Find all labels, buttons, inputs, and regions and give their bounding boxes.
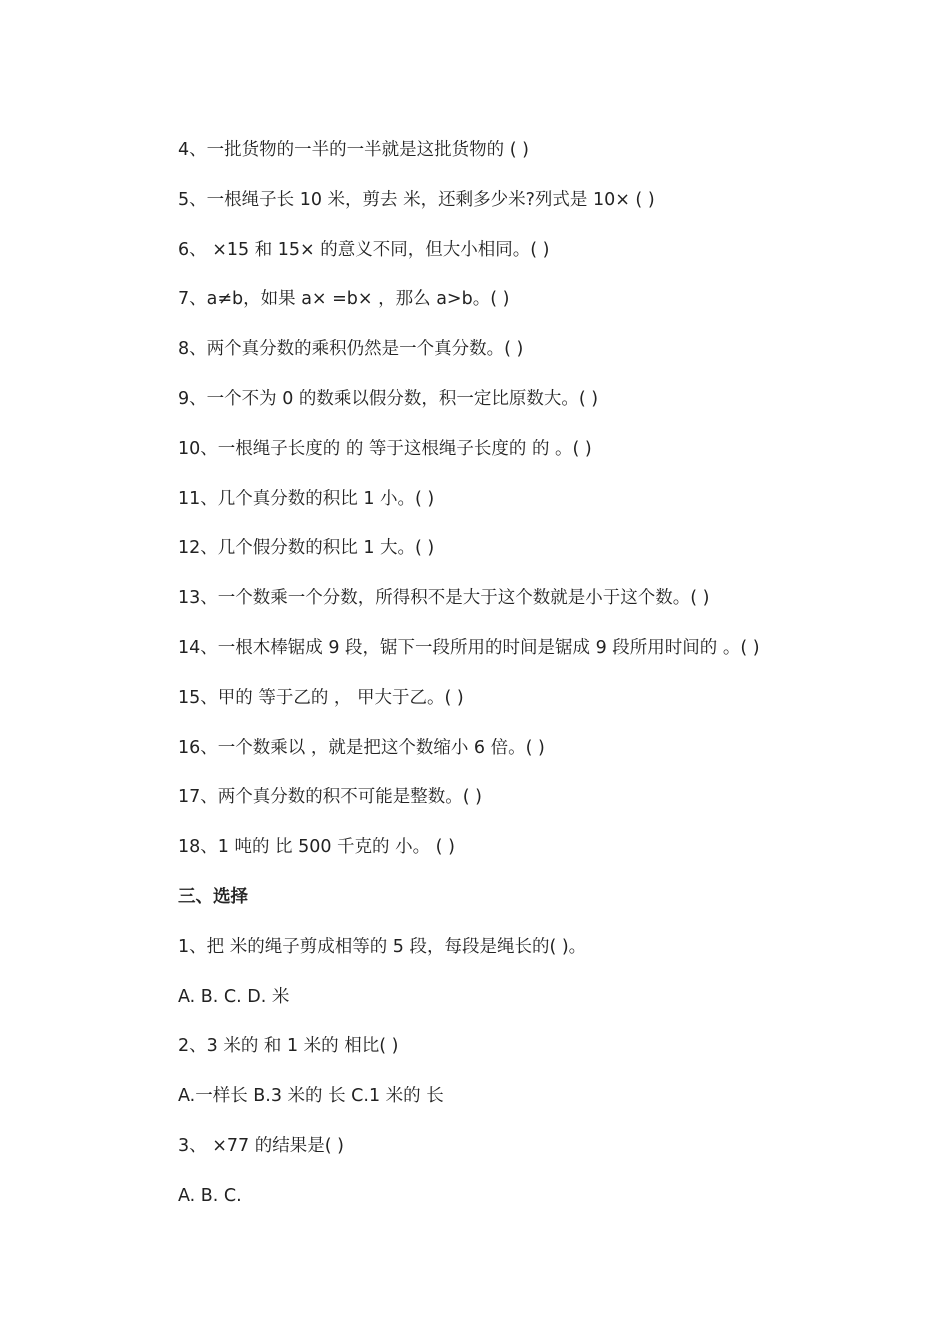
question-18: 18、1 吨的 比 500 千克的 小。 ( ): [178, 837, 455, 858]
choice-options-1: A. B. C. D. 米: [178, 986, 290, 1007]
question-4: 4、一批货物的一半的一半就是这批货物的 ( ): [178, 140, 529, 160]
question-10: 10、一根绳子长度的 的 等于这根绳子长度的 的 。( ): [178, 438, 592, 459]
question-14: 14、一根木棒锯成 9 段，锯下一段所用的时间是锯成 9 段所用时间的 。( ): [178, 637, 760, 658]
document-body: [178, 135, 878, 1231]
choice-question-2: 2、3 米的 和 1 米的 相比( ): [178, 1036, 399, 1057]
question-9: 9、一个不为 0 的数乘以假分数，积一定比原数大。( ): [178, 388, 599, 409]
question-7: 7、a≠b，如果 a× =b× ，那么 a>b。( ): [178, 289, 510, 310]
section-heading-choice: 三、选择: [178, 886, 248, 907]
question-8: 8、两个真分数的乘积仍然是一个真分数。( ): [178, 339, 524, 360]
choice-options-2: A.一样长 B.3 米的 长 C.1 米的 长: [178, 1086, 444, 1107]
choice-question-3: 3、 ×77 的结果是( ): [178, 1135, 344, 1156]
question-15: 15、甲的 等于乙的 ， 甲大于乙。( ): [178, 687, 464, 708]
choice-question-1: 1、把 米的绳子剪成相等的 5 段，每段是绳长的( )。: [178, 936, 587, 957]
question-12: 12、几个假分数的积比 1 大。( ): [178, 538, 435, 559]
question-11: 11、几个真分数的积比 1 小。( ): [178, 488, 435, 509]
question-5: 5、一根绳子长 10 米，剪去 米，还剩多少米?列式是 10× ( ): [178, 189, 655, 210]
question-13: 13、一个数乘一个分数，所得积不是大于这个数就是小于这个数。( ): [178, 588, 710, 609]
question-6: 6、 ×15 和 15× 的意义不同，但大小相同。( ): [178, 239, 550, 260]
question-17: 17、两个真分数的积不可能是整数。( ): [178, 787, 482, 808]
question-16: 16、一个数乘以 ，就是把这个数缩小 6 倍。( ): [178, 737, 545, 758]
choice-options-3: A. B. C.: [178, 1185, 242, 1206]
